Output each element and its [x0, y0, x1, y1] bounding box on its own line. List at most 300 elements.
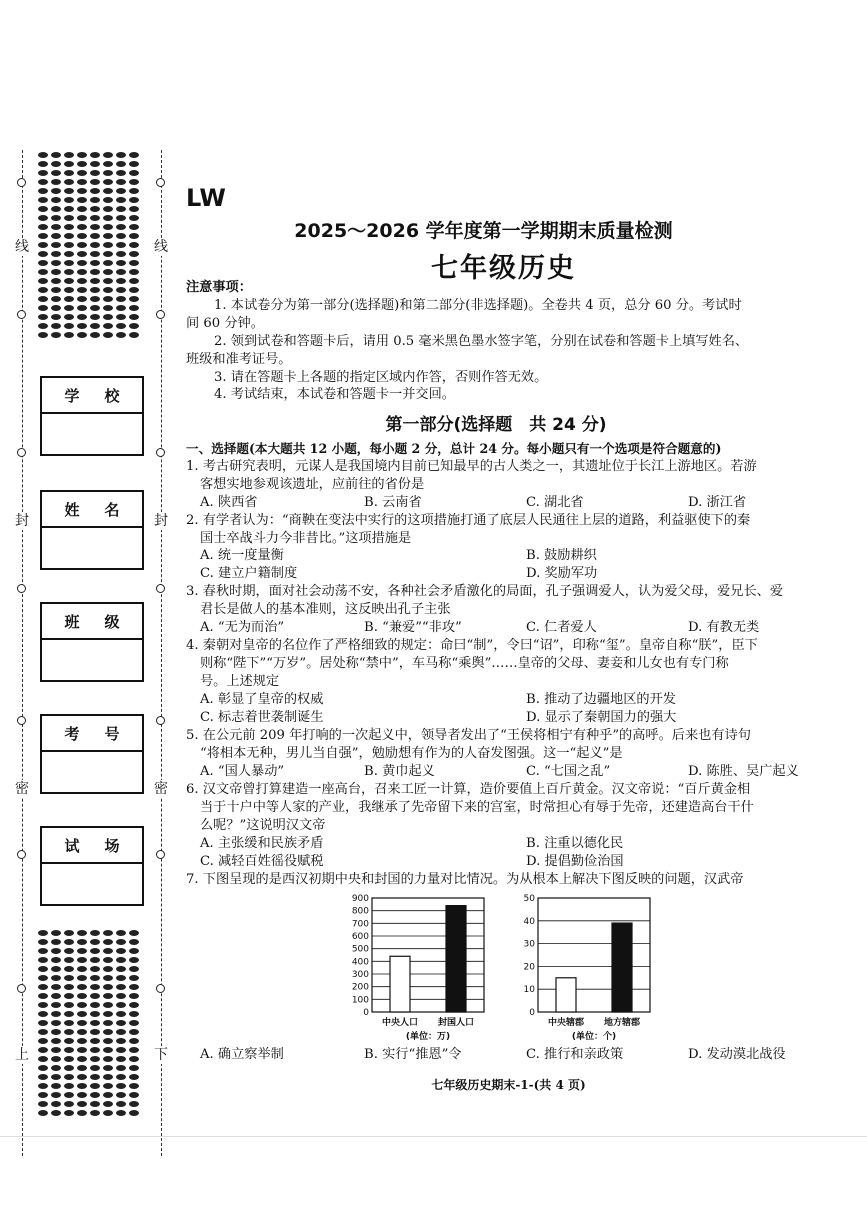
- marker-dot: [51, 1002, 61, 1008]
- marker-dot: [38, 1011, 48, 1017]
- marker-dot: [51, 930, 61, 936]
- notice-line: 间 60 分钟。: [186, 316, 264, 331]
- marker-dot: [51, 1011, 61, 1017]
- marker-dot: [129, 296, 139, 302]
- seal-circle: [156, 310, 165, 319]
- marker-dot: [64, 206, 74, 212]
- marker-dot: [103, 323, 113, 329]
- seal-circle: [17, 310, 26, 319]
- marker-dot: [77, 966, 87, 972]
- q4-option-a[interactable]: A. 彰显了皇帝的权威: [200, 692, 324, 707]
- marker-dot: [64, 1047, 74, 1053]
- marker-dot: [116, 993, 126, 999]
- q2-option-c[interactable]: C. 建立户籍制度: [200, 566, 298, 581]
- marker-dot: [77, 939, 87, 945]
- school-label-1: 学: [64, 386, 80, 405]
- marker-dot: [103, 1002, 113, 1008]
- exam-number-box[interactable]: [40, 714, 144, 794]
- category-label: 中央人口: [381, 1018, 419, 1028]
- marker-dot: [103, 1029, 113, 1035]
- marker-dot: [77, 1101, 87, 1107]
- marker-dot: [116, 1038, 126, 1044]
- seal-char-xian: 线: [15, 239, 29, 255]
- marker-dot: [90, 179, 100, 185]
- marker-dot: [90, 1065, 100, 1071]
- name-box[interactable]: [40, 490, 144, 570]
- class-label-2: 级: [104, 612, 120, 631]
- marker-dot: [77, 1038, 87, 1044]
- marker-dot: [77, 948, 87, 954]
- marker-dot: [116, 984, 126, 990]
- q7-option-d[interactable]: D. 发动漠北战役: [688, 1047, 786, 1062]
- marker-dot: [77, 1065, 87, 1071]
- marker-dot: [38, 939, 48, 945]
- marker-dot: [129, 287, 139, 293]
- marker-dot: [51, 1047, 61, 1053]
- marker-dot: [90, 305, 100, 311]
- seal-line-right: [161, 150, 162, 1156]
- marker-dot: [90, 966, 100, 972]
- q3-option-d[interactable]: D. 有教无类: [688, 620, 760, 635]
- marker-dot: [77, 197, 87, 203]
- bar: [446, 906, 466, 1012]
- q6-option-d[interactable]: D. 提倡勤俭治国: [526, 854, 624, 869]
- q5-option-a[interactable]: A. “国人暴动”: [200, 764, 285, 779]
- commandery-chart: [512, 892, 672, 1044]
- q5-option-d[interactable]: D. 陈胜、吴广起义: [688, 764, 799, 779]
- q6-option-a[interactable]: A. 主张缓和民族矛盾: [200, 836, 324, 851]
- y-tick-label: 100: [351, 995, 369, 1006]
- name-label-1: 姓: [64, 500, 80, 519]
- marker-dot: [51, 332, 61, 338]
- marker-dot: [103, 1020, 113, 1026]
- marker-dot: [77, 993, 87, 999]
- marker-dot: [103, 957, 113, 963]
- marker-dot: [77, 1011, 87, 1017]
- seal-char-xia: 下: [154, 1047, 168, 1063]
- marker-dot: [64, 957, 74, 963]
- marker-dot: [64, 152, 74, 158]
- paper-code: LW: [186, 184, 226, 212]
- y-tick-label: 30: [523, 939, 535, 950]
- marker-dot: [129, 975, 139, 981]
- marker-dot: [64, 323, 74, 329]
- school-label-2: 校: [104, 386, 120, 405]
- marker-dot: [38, 993, 48, 999]
- marker-dot: [90, 287, 100, 293]
- marker-dot: [90, 1029, 100, 1035]
- name-label-2: 名: [104, 500, 120, 519]
- marker-dot: [64, 1101, 74, 1107]
- seal-char-mi: 密: [15, 781, 29, 797]
- marker-dot: [90, 170, 100, 176]
- marker-dot: [77, 170, 87, 176]
- q1-stem: 1. 考古研究表明，元谋人是我国境内目前已知最早的古人类之一，其遗址位于长江上游地区。若游: [186, 459, 757, 474]
- exam-room-label-1: 试: [64, 836, 80, 855]
- marker-dot: [116, 161, 126, 167]
- marker-dot: [51, 1110, 61, 1116]
- marker-dot: [38, 170, 48, 176]
- marker-dot: [103, 1065, 113, 1071]
- marker-dot: [103, 188, 113, 194]
- class-box[interactable]: [40, 602, 144, 682]
- marker-dot: [129, 1002, 139, 1008]
- unit-label: (单位：个): [571, 1032, 617, 1042]
- q6-stem: 当于十户中等人家的产业，我继承了先帝留下来的宫室，时常担心有辱于先帝，还建造高台干什: [200, 800, 754, 815]
- marker-dot: [116, 206, 126, 212]
- marker-dot: [64, 993, 74, 999]
- marker-dot: [38, 152, 48, 158]
- marker-dot: [64, 975, 74, 981]
- marker-dot: [129, 1038, 139, 1044]
- seal-char-feng-right: 封: [154, 513, 168, 529]
- marker-dot: [51, 948, 61, 954]
- marker-dot: [129, 1110, 139, 1116]
- marker-dot: [129, 939, 139, 945]
- marker-dot: [38, 296, 48, 302]
- marker-dot: [116, 966, 126, 972]
- marker-dot: [103, 1011, 113, 1017]
- q6-stem: 么呢？”这说明汉文帝: [200, 818, 326, 833]
- marker-dot: [103, 966, 113, 972]
- q1-options: [200, 494, 810, 511]
- marker-dot: [90, 206, 100, 212]
- seal-char-xian-right: 线: [154, 239, 168, 255]
- seal-circle: [17, 448, 26, 457]
- marker-dot: [51, 1101, 61, 1107]
- marker-dot: [64, 1002, 74, 1008]
- marker-dot: [51, 993, 61, 999]
- exam-title: 2025～2026 学年度第一学期期末质量检测: [294, 220, 673, 242]
- marker-dot: [77, 323, 87, 329]
- y-tick-label: 20: [523, 962, 535, 973]
- marker-dot: [129, 323, 139, 329]
- y-tick-label: 600: [351, 932, 369, 942]
- marker-dot: [129, 966, 139, 972]
- q2-stem: 2. 有学者认为：“商鞅在变法中实行的这项措施打通了底层人民通往上层的道路，利益驱使下的秦: [186, 513, 751, 528]
- marker-dot: [103, 1056, 113, 1062]
- marker-dot: [129, 1056, 139, 1062]
- marker-dot: [90, 161, 100, 167]
- marker-dot: [103, 1038, 113, 1044]
- marker-dot: [116, 1065, 126, 1071]
- marker-dot: [64, 188, 74, 194]
- marker-dot: [90, 1038, 100, 1044]
- marker-dot: [77, 206, 87, 212]
- marker-dot: [116, 152, 126, 158]
- marker-dot: [116, 296, 126, 302]
- marker-dot: [129, 948, 139, 954]
- marker-dot: [116, 1056, 126, 1062]
- marker-dot: [116, 179, 126, 185]
- marker-dot: [51, 966, 61, 972]
- q3-option-b[interactable]: B. “兼爱”“非攻”: [364, 620, 462, 635]
- marker-dot: [116, 1101, 126, 1107]
- marker-dot: [51, 305, 61, 311]
- y-tick-label: 400: [351, 957, 369, 968]
- seal-char-shang: 上: [15, 1047, 29, 1063]
- marker-dot: [38, 1038, 48, 1044]
- marker-dot: [77, 305, 87, 311]
- q3-stem: 君长是做人的基本准则，这反映出孔子主张: [200, 602, 451, 617]
- q1-option-a[interactable]: A. 陕西省: [200, 495, 258, 510]
- marker-dot: [64, 984, 74, 990]
- q4-option-c[interactable]: C. 标志着世袭制诞生: [200, 710, 324, 725]
- q5-options: [200, 763, 810, 780]
- marker-dot: [51, 287, 61, 293]
- marker-dot: [51, 975, 61, 981]
- marker-dot: [51, 314, 61, 320]
- marker-dot: [38, 161, 48, 167]
- marker-dot: [129, 179, 139, 185]
- marker-dot: [116, 323, 126, 329]
- marker-dot: [116, 305, 126, 311]
- q4-option-d[interactable]: D. 显示了秦朝国力的强大: [526, 710, 677, 725]
- marker-dot: [77, 287, 87, 293]
- marker-dot: [64, 930, 74, 936]
- part1-title: 第一部分(选择题 共 24 分): [385, 415, 607, 435]
- marker-dot: [38, 332, 48, 338]
- y-tick-label: 500: [351, 944, 369, 955]
- seal-circle: [156, 984, 165, 993]
- q3-option-c[interactable]: C. 仁者爱人: [526, 620, 597, 635]
- marker-dot: [129, 984, 139, 990]
- marker-dot: [103, 939, 113, 945]
- marker-dot: [90, 188, 100, 194]
- marker-dot: [90, 1011, 100, 1017]
- q5-stem: 5. 在公元前 209 年打响的一次起义中，领导者发出了“王侯将相宁有种乎”的高呼。后来也有诗句: [186, 728, 751, 743]
- school-box[interactable]: [40, 376, 144, 456]
- marker-dot: [77, 1002, 87, 1008]
- seal-circle: [156, 850, 165, 859]
- q4-options-row1: [200, 691, 810, 708]
- q2-option-d[interactable]: D. 奖励军功: [526, 566, 598, 581]
- y-tick-label: 0: [529, 1008, 535, 1018]
- marker-dot: [64, 1110, 74, 1116]
- marker-dot: [77, 1020, 87, 1026]
- marker-dot: [116, 287, 126, 293]
- q3-option-a[interactable]: A. “无为而治”: [200, 620, 285, 635]
- class-label-1: 班: [64, 612, 80, 631]
- marker-dot: [64, 1020, 74, 1026]
- marker-dot: [64, 948, 74, 954]
- y-tick-label: 200: [351, 982, 369, 993]
- population-chart: [340, 892, 490, 1044]
- seal-circle: [17, 984, 26, 993]
- marker-dot: [129, 1101, 139, 1107]
- marker-dot: [116, 1011, 126, 1017]
- marker-dot: [116, 1110, 126, 1116]
- seal-char-mi-right: 密: [154, 781, 168, 797]
- marker-dot: [38, 1056, 48, 1062]
- marker-dot: [116, 170, 126, 176]
- part1-instruction: 一、选择题(本大题共 12 小题，每小题 2 分，总计 24 分。每小题只有一个选项是符合题意的): [186, 441, 722, 456]
- marker-dot: [77, 930, 87, 936]
- marker-dot: [90, 1047, 100, 1053]
- exam-number-label-1: 考: [64, 724, 80, 743]
- marker-dot: [51, 957, 61, 963]
- y-tick-label: 900: [351, 894, 369, 904]
- marker-dot: [64, 939, 74, 945]
- q4-stem: 4. 秦朝对皇帝的名位作了严格细致的规定：命曰“制”，令曰“诏”，印称“玺”。皇帝自称“朕”，臣下: [186, 638, 758, 653]
- marker-dot: [103, 287, 113, 293]
- bar: [612, 923, 632, 1012]
- marker-dot: [116, 1002, 126, 1008]
- q2-option-b[interactable]: B. 鼓励耕织: [526, 548, 597, 563]
- marker-dot: [77, 1110, 87, 1116]
- marker-dot: [129, 1029, 139, 1035]
- marker-dot: [64, 1065, 74, 1071]
- marker-dot: [90, 948, 100, 954]
- notice-heading: 注意事项：: [186, 280, 252, 295]
- marker-dot: [38, 1110, 48, 1116]
- marker-dot: [77, 188, 87, 194]
- q5-option-b[interactable]: B. 黄巾起义: [364, 764, 435, 779]
- seal-line-left: [22, 150, 23, 1156]
- marker-dot: [103, 296, 113, 302]
- marker-dot: [103, 305, 113, 311]
- notice-line: 2. 领到试卷和答题卡后，请用 0.5 毫米黑色墨水签字笔，分别在试卷和答题卡上填写姓名、: [214, 334, 749, 349]
- plot-frame: [538, 898, 650, 1012]
- marker-dot: [77, 314, 87, 320]
- marker-dot: [90, 939, 100, 945]
- unit-label: (单位：万): [405, 1032, 451, 1042]
- q6-options-row1: [200, 835, 810, 852]
- marker-dot: [51, 296, 61, 302]
- marker-dot: [129, 152, 139, 158]
- marker-dot: [129, 1065, 139, 1071]
- page-footer: 七年级历史期末-1-(共 4 页): [431, 1078, 586, 1092]
- seal-circle: [156, 178, 165, 187]
- marker-dot: [116, 1020, 126, 1026]
- seal-circle: [156, 584, 165, 593]
- marker-dot: [129, 332, 139, 338]
- marker-dot: [38, 966, 48, 972]
- marker-dot: [38, 1065, 48, 1071]
- marker-dot: [64, 296, 74, 302]
- q7-option-b[interactable]: B. 实行“推恩”令: [364, 1047, 462, 1062]
- marker-dot: [116, 314, 126, 320]
- notice-line: 3. 请在答题卡上各题的指定区域内作答，否则作答无效。: [214, 370, 548, 385]
- y-tick-label: 10: [523, 985, 535, 996]
- marker-dot: [90, 1056, 100, 1062]
- marker-dot: [129, 170, 139, 176]
- q6-option-b[interactable]: B. 注重以德化民: [526, 836, 624, 851]
- y-tick-label: 800: [351, 906, 369, 917]
- marker-dot: [90, 1020, 100, 1026]
- q2-option-a[interactable]: A. 统一度量衡: [200, 548, 284, 563]
- marker-dot: [38, 1047, 48, 1053]
- marker-dot: [51, 1038, 61, 1044]
- marker-dot: [64, 1029, 74, 1035]
- marker-dot: [77, 161, 87, 167]
- marker-dot: [116, 939, 126, 945]
- marker-dot: [129, 314, 139, 320]
- seal-circle: [156, 448, 165, 457]
- y-tick-label: 40: [523, 916, 535, 927]
- q6-options-row2: [200, 853, 810, 870]
- marker-dot: [116, 1029, 126, 1035]
- exam-number-label-2: 号: [104, 724, 120, 743]
- marker-dot: [90, 314, 100, 320]
- marker-dot: [90, 975, 100, 981]
- marker-dot: [38, 305, 48, 311]
- marker-dot: [51, 152, 61, 158]
- q2-options-row2: [200, 565, 810, 582]
- marker-dot: [77, 1056, 87, 1062]
- q1-option-d[interactable]: D. 浙江省: [688, 495, 747, 510]
- plot-frame: [372, 898, 484, 1012]
- q4-options-row2: [200, 709, 810, 726]
- marker-dot: [90, 152, 100, 158]
- marker-dot: [51, 939, 61, 945]
- seal-circle: [17, 178, 26, 187]
- marker-dot: [64, 161, 74, 167]
- marker-dot: [103, 332, 113, 338]
- page-edge: [0, 1136, 867, 1137]
- seal-circle: [17, 850, 26, 859]
- marker-dot: [38, 1002, 48, 1008]
- marker-dot: [38, 975, 48, 981]
- marker-dot: [64, 170, 74, 176]
- marker-dot: [77, 179, 87, 185]
- marker-dot: [38, 197, 48, 203]
- marker-dot: [51, 1029, 61, 1035]
- marker-dot: [103, 314, 113, 320]
- marker-dot: [64, 332, 74, 338]
- q6-option-c[interactable]: C. 减轻百姓徭役赋税: [200, 854, 324, 869]
- q4-option-b[interactable]: B. 推动了边疆地区的开发: [526, 692, 676, 707]
- marker-dot: [116, 197, 126, 203]
- exam-room-box[interactable]: [40, 826, 144, 906]
- q3-stem: 3. 春秋时期，面对社会动荡不安，各种社会矛盾激化的局面，孔子强调爱人，认为爱父母，爱兄长、爱: [186, 584, 784, 599]
- marker-dot: [129, 1020, 139, 1026]
- bar: [556, 978, 576, 1012]
- q7-option-c[interactable]: C. 推行和亲政策: [526, 1047, 624, 1062]
- marker-dot: [103, 1047, 113, 1053]
- q7-option-a[interactable]: A. 确立察举制: [200, 1047, 284, 1062]
- marker-dot: [116, 332, 126, 338]
- category-label: 地方辖郡: [603, 1018, 641, 1028]
- marker-dot: [64, 314, 74, 320]
- marker-dot: [129, 188, 139, 194]
- q1-option-c[interactable]: C. 湖北省: [526, 495, 584, 510]
- marker-dot: [51, 179, 61, 185]
- q6-stem: 6. 汉文帝曾打算建造一座高台，召来工匠一计算，造价要值上百斤黄金。汉文帝说：“百斤黄金相: [186, 782, 751, 797]
- marker-dot: [38, 179, 48, 185]
- marker-dot: [129, 1047, 139, 1053]
- seal-char-feng: 封: [15, 513, 29, 529]
- marker-dot: [64, 1038, 74, 1044]
- q1-stem: 客想实地参观该遗址，应前往的省份是: [200, 477, 425, 492]
- marker-dot: [103, 1101, 113, 1107]
- marker-dot: [90, 993, 100, 999]
- marker-dot: [64, 179, 74, 185]
- marker-dot: [129, 993, 139, 999]
- category-label: 中央辖郡: [547, 1018, 585, 1028]
- q5-option-c[interactable]: C. “七国之乱”: [526, 764, 611, 779]
- q4-stem: 号。上述规定: [200, 674, 280, 689]
- marker-dot: [64, 966, 74, 972]
- q2-stem: 国士卒战斗力今非昔比。”这项措施是: [200, 531, 412, 546]
- marker-dot: [103, 179, 113, 185]
- marker-dot: [51, 1020, 61, 1026]
- q2-options-row1: [200, 547, 810, 564]
- notice-line: 班级和准考证号。: [186, 352, 292, 367]
- q1-option-b[interactable]: B. 云南省: [364, 495, 422, 510]
- subject-title: 七年级历史: [431, 253, 576, 284]
- marker-dot: [116, 1047, 126, 1053]
